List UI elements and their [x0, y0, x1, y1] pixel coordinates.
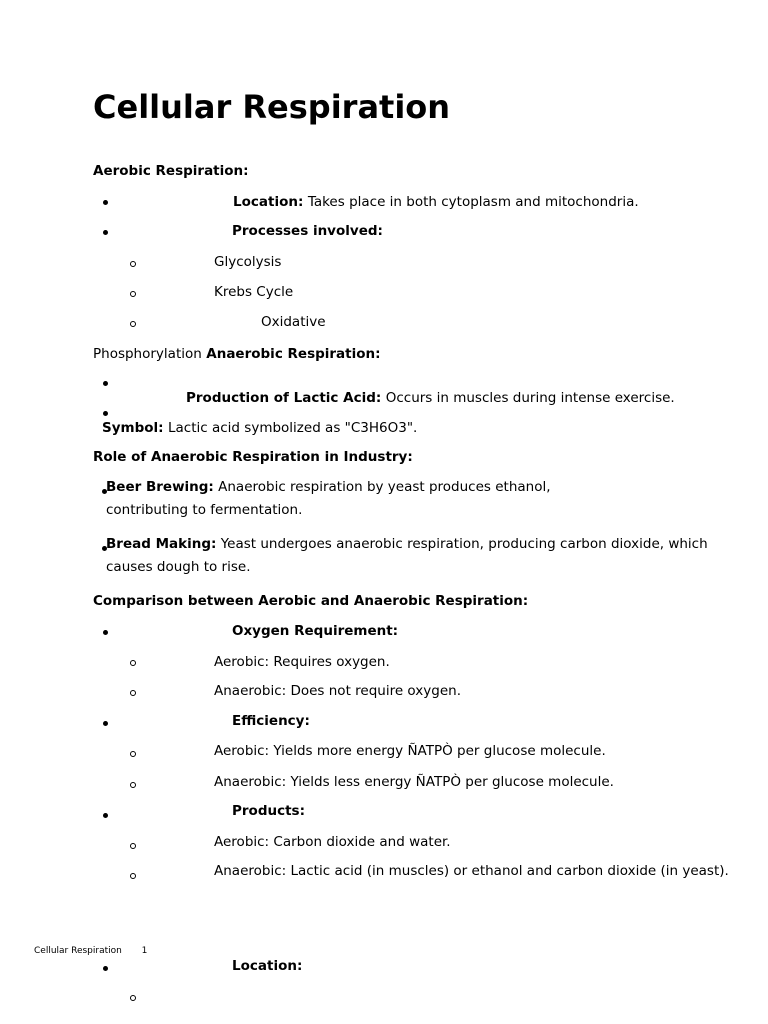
- page-footer: [34, 946, 147, 956]
- sub-bullet-circle: [130, 782, 136, 788]
- symbol-line: [102, 419, 417, 437]
- products-item: Anaerobic: Lactic acid (in muscles) or ethanol and carbon dioxide (in yeast).: [214, 863, 729, 879]
- bullet-dot: [103, 411, 108, 416]
- bullet-dot: [103, 813, 108, 818]
- bullet-dot: [103, 381, 108, 386]
- products-item: Aerobic: Carbon dioxide and water.: [214, 834, 451, 850]
- efficiency-item: Anaerobic: Yields less energy ÑATPÒ per glucose molecule.: [214, 774, 614, 790]
- bullet-dot: [103, 200, 108, 205]
- sub-bullet-circle: [130, 261, 136, 267]
- beer-brewing-item: [92, 476, 626, 522]
- lactic-label: Production of Lactic Acid:: [186, 390, 382, 406]
- bread-making-item: [92, 533, 716, 579]
- process-item: Oxidative: [261, 314, 326, 330]
- phosphorylation-prefix: Phosphorylation: [93, 346, 202, 362]
- sub-bullet-circle: [130, 321, 136, 327]
- comparison-heading: Comparison between Aerobic and Anaerobic Respiration:: [93, 593, 529, 609]
- oxygen-label: Oxygen Requirement:: [232, 623, 399, 639]
- process-item: Glycolysis: [214, 254, 282, 270]
- aerobic-heading: Aerobic Respiration:: [93, 163, 249, 179]
- sub-bullet-circle: [130, 690, 136, 696]
- symbol-text: Lactic acid symbolized as "C3H6O3".: [168, 420, 418, 436]
- page-title: Cellular Respiration: [93, 88, 451, 126]
- sub-bullet-circle: [130, 995, 136, 1001]
- anaerobic-heading: Anaerobic Respiration:: [206, 346, 381, 362]
- processes-label: Processes involved:: [232, 223, 383, 239]
- sub-bullet-circle: [130, 291, 136, 297]
- lactic-text: Occurs in muscles during intense exercise.: [385, 390, 675, 406]
- footer-page-number: 1: [141, 946, 148, 956]
- beer-text: Anaerobic respiration by yeast produces ethanol, contributing to fermentation.: [106, 479, 551, 518]
- sub-bullet-circle: [130, 873, 136, 879]
- symbol-label: Symbol:: [102, 420, 164, 436]
- sub-bullet-circle: [130, 660, 136, 666]
- efficiency-label: Efficiency:: [232, 713, 310, 729]
- sub-bullet-circle: [130, 751, 136, 757]
- sub-bullet-circle: [130, 843, 136, 849]
- process-item: Krebs Cycle: [214, 284, 294, 300]
- bullet-dot: [103, 630, 108, 635]
- location-text: Takes place in both cytoplasm and mitochondria.: [307, 194, 639, 210]
- footer-doc-title: Cellular Respiration: [34, 946, 122, 956]
- bullet-dot: [103, 230, 108, 235]
- anaerobic-heading-line: [93, 345, 381, 363]
- lactic-acid-line: [186, 389, 675, 407]
- bread-text: Yeast undergoes anaerobic respiration, producing carbon dioxide, which causes dough to rise.: [106, 536, 708, 575]
- bullet-dot: [103, 966, 108, 971]
- bread-label: Bread Making:: [106, 536, 217, 552]
- beer-label: Beer Brewing:: [106, 479, 214, 495]
- efficiency-item: Aerobic: Yields more energy ÑATPÒ per glucose molecule.: [214, 743, 606, 759]
- oxygen-item: Anaerobic: Does not require oxygen.: [214, 683, 461, 699]
- oxygen-item: Aerobic: Requires oxygen.: [214, 654, 390, 670]
- products-label: Products:: [232, 803, 305, 819]
- next-location-label: Location:: [232, 958, 303, 974]
- industry-heading: Role of Anaerobic Respiration in Industry:: [93, 449, 413, 465]
- location-label: Location:: [233, 194, 304, 210]
- bullet-dot: [103, 721, 108, 726]
- aerobic-location: [233, 193, 639, 211]
